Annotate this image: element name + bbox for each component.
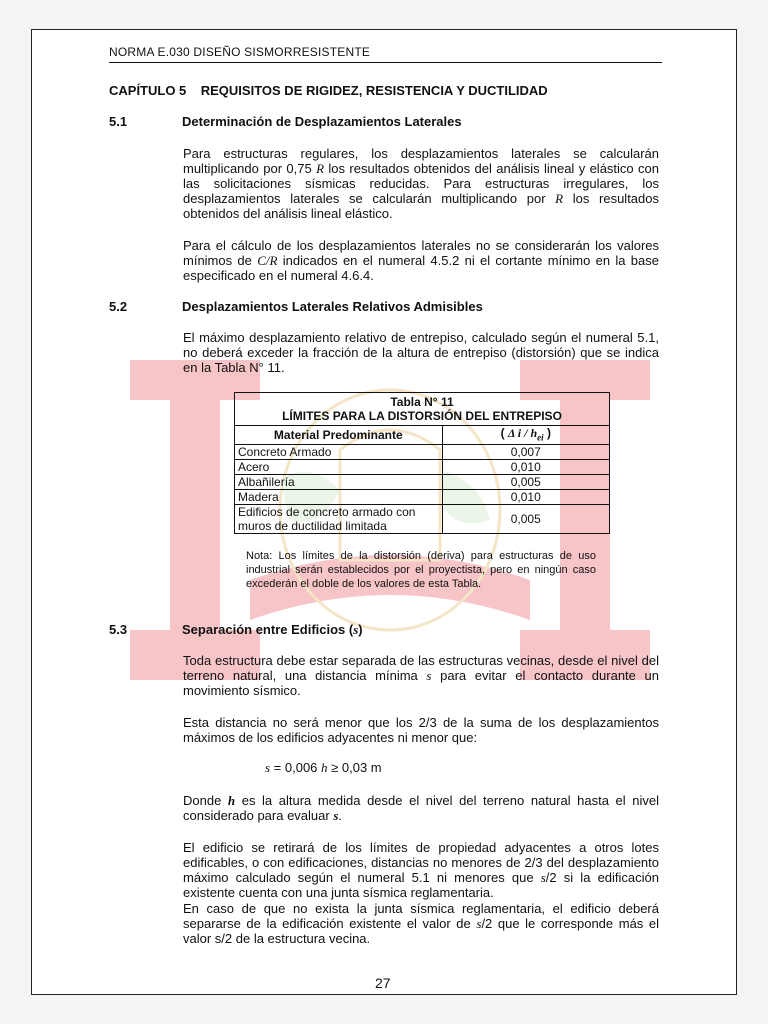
table-note: Nota: Los límites de la distorsión (deriva) para estructuras de uso industrial serán establecidos por el proyectista, pero en ningún caso excederán el doble de los valores de esta Tabla. [246, 550, 596, 590]
table-row [235, 460, 610, 475]
chapter-title: REQUISITOS DE RIGIDEZ, RESISTENCIA Y DUCTILIDAD [200, 83, 548, 98]
material-cell: Acero [235, 460, 443, 475]
section-number: 5.2 [109, 299, 128, 314]
chapter-heading [109, 83, 548, 98]
value-cell: 0,007 [442, 445, 609, 460]
table-row [235, 445, 610, 460]
paragraph: El edificio se retirará de los límites de propiedad adyacentes a otros lotes edificables, o con edificaciones, distancias no menores de 2/3 del desplazamiento máximo calculado según el numeral 5.1 ni menores que s/2 si la edificación existente cuenta con una junta sísmica reglamentaria. [183, 840, 659, 900]
value-cell: 0,005 [442, 505, 609, 534]
document-header: NORMA E.030 DISEÑO SISMORRESISTENTE [109, 45, 371, 59]
paragraph: Donde h es la altura medida desde el nivel del terreno natural hasta el nivel considerado para evaluar s. [183, 793, 659, 823]
column-header-material: Material Predominante [235, 426, 443, 445]
paragraph: Para estructuras regulares, los desplazamientos laterales se calcularán multiplicando por 0,75 R los resultados obtenidos del análisis lineal y elástico con las solicitaciones sísmicas reducidas. Para estructuras irregulares, los desplazamientos laterales se calcularán multiplicando por R los resultados obtenidos del análisis lineal elástico. [183, 146, 659, 221]
header-divider [109, 62, 662, 63]
material-cell: Albañilería [235, 475, 443, 490]
material-cell: Concreto Armado [235, 445, 443, 460]
chapter-number: CAPÍTULO 5 [109, 83, 187, 98]
table-row [235, 490, 610, 505]
value-cell: 0,010 [442, 460, 609, 475]
table-caption [235, 393, 610, 426]
paragraph: El máximo desplazamiento relativo de entrepiso, calculado según el numeral 5.1, no deberá exceder la fracción de la altura de entrepiso (distorsión) que se indica en la Tabla N° 11. [183, 330, 659, 375]
section-title: Desplazamientos Laterales Relativos Admisibles [182, 299, 483, 314]
page-number: 27 [375, 975, 391, 991]
section-title: Determinación de Desplazamientos Laterales [182, 114, 462, 129]
distortion-limits-table [234, 392, 610, 534]
paragraph: Toda estructura debe estar separada de las estructuras vecinas, desde el nivel del terreno natural, una distancia mínima s para evitar el contacto durante un movimiento sísmico. [183, 653, 659, 698]
section-number: 5.3 [109, 622, 128, 637]
material-cell: Edificios de concreto armado con muros de ductilidad limitada [235, 505, 443, 534]
value-cell: 0,010 [442, 490, 609, 505]
value-cell: 0,005 [442, 475, 609, 490]
paragraph: Esta distancia no será menor que los 2/3 de la suma de los desplazamientos máximos de los edificios adyacentes ni menor que: [183, 715, 659, 745]
table-row [235, 505, 610, 534]
material-cell: Madera [235, 490, 443, 505]
section-title: Separación entre Edificios (s) [182, 622, 363, 637]
table-row [235, 475, 610, 490]
column-header-ratio: ( Δ i / $h_{ei}$ ) [442, 426, 609, 445]
table-title: LÍMITES PARA LA DISTORSIÓN DEL ENTREPISO [282, 409, 562, 423]
paragraph: En caso de que no exista la junta sísmica reglamentaria, el edificio deberá separarse de la edificación existente el valor de s/2 que le corresponde más el valor s/2 de la estructura vecina. [183, 901, 660, 946]
table-number: Tabla N° 11 [390, 395, 454, 409]
separation-formula: s = 0,006 h ≥ 0,03 m [265, 760, 382, 775]
section-number: 5.1 [109, 114, 128, 129]
paragraph: Para el cálculo de los desplazamientos laterales no se considerarán los valores mínimos de C/R indicados en el numeral 4.5.2 ni el cortante mínimo en la base especificado en el numeral 4.6.4. [183, 238, 659, 283]
